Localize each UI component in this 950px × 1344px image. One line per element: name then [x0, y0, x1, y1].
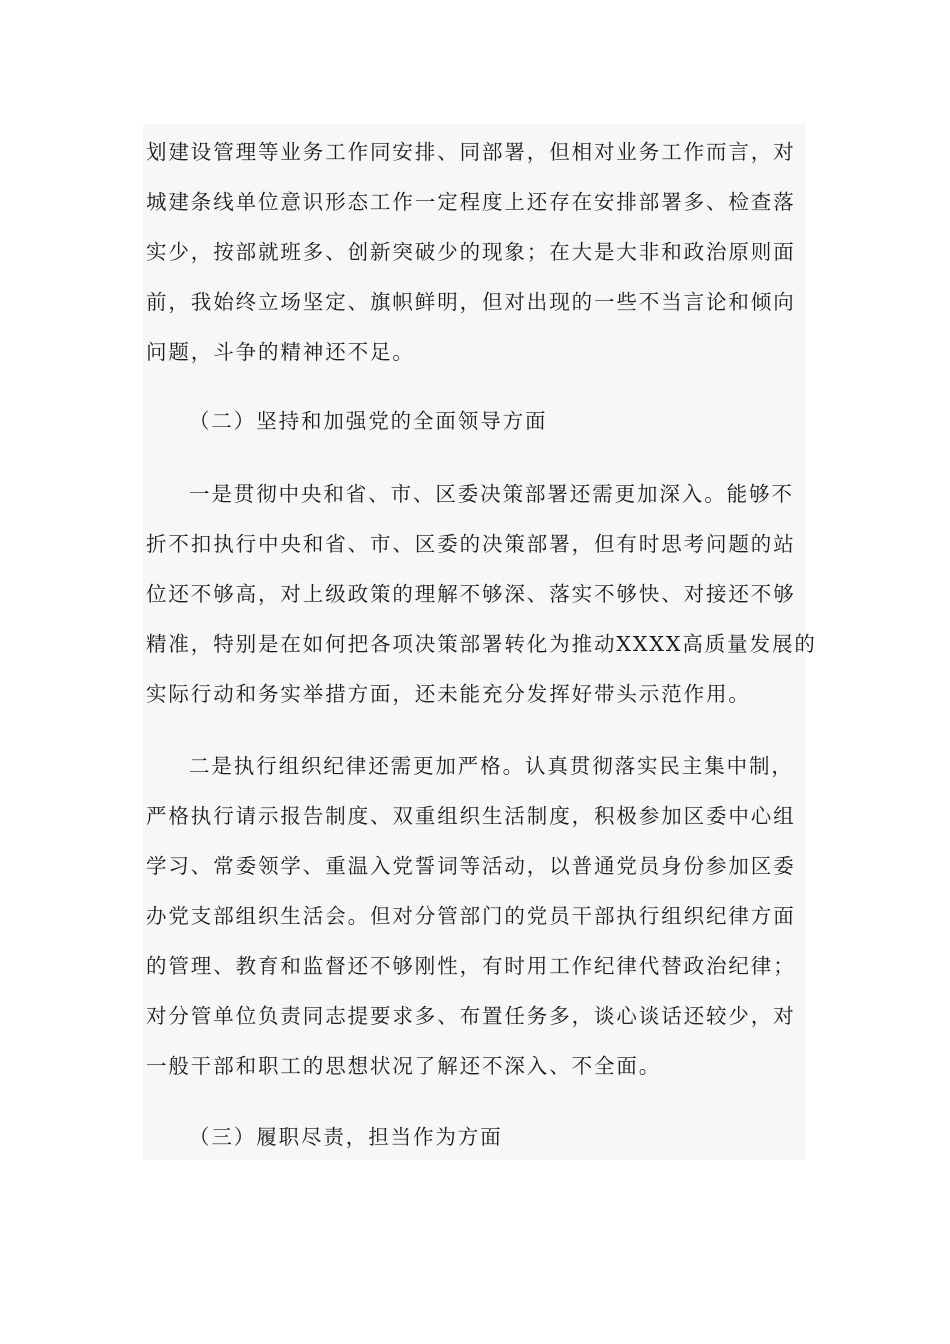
paragraph-line: 问题，斗争的精神还不足。 [146, 340, 415, 364]
paragraph-line: 一是贯彻中央和省、市、区委决策部署还需更加深入。能够不 [189, 482, 794, 506]
paragraph-line: 划建设管理等业务工作同安排、同部署，但相对业务工作而言，对 [146, 140, 796, 164]
section-heading: （三）履职尽责，担当作为方面 [189, 1125, 503, 1149]
paragraph-line: 二是执行组织纪律还需更加严格。认真贯彻落实民主集中制， [189, 754, 794, 778]
paragraph-line: 一般干部和职工的思想状况了解还不深入、不全面。 [146, 1054, 662, 1078]
paragraph-line: 对分管单位负责同志提要求多、布置任务多，谈心谈话还较少，对 [146, 1004, 796, 1028]
paragraph-line: 精准，特别是在如何把各项决策部署转化为推动XXXX高质量发展的 [146, 632, 817, 656]
document-text-block [143, 124, 817, 1160]
paragraph-line: 位还不够高，对上级政策的理解不够深、落实不够快、对接还不够 [146, 582, 796, 606]
paragraph-line: 严格执行请示报告制度、双重组织生活制度，积极参加区委中心组 [146, 804, 796, 828]
paragraph-line: 实际行动和务实举措方面，还未能充分发挥好带头示范作用。 [146, 682, 751, 706]
paragraph-line: 办党支部组织生活会。但对分管部门的党员干部执行组织纪律方面 [146, 904, 796, 928]
paragraph-line: 折不扣执行中央和省、市、区委的决策部署，但有时思考问题的站 [146, 532, 796, 556]
paragraph-line: 前，我始终立场坚定、旗帜鲜明，但对出现的一些不当言论和倾向 [146, 290, 796, 314]
paragraph-line: 学习、常委领学、重温入党誓词等活动，以普通党员身份参加区委 [146, 854, 796, 878]
paragraph-line: 实少，按部就班多、创新突破少的现象；在大是大非和政治原则面 [146, 240, 796, 264]
paragraph-line: 城建条线单位意识形态工作一定程度上还存在安排部署多、检查落 [146, 190, 796, 214]
paragraph-line: 的管理、教育和监督还不够刚性，有时用工作纪律代替政治纪律； [146, 954, 796, 978]
section-heading: （二）坚持和加强党的全面领导方面 [189, 409, 548, 433]
